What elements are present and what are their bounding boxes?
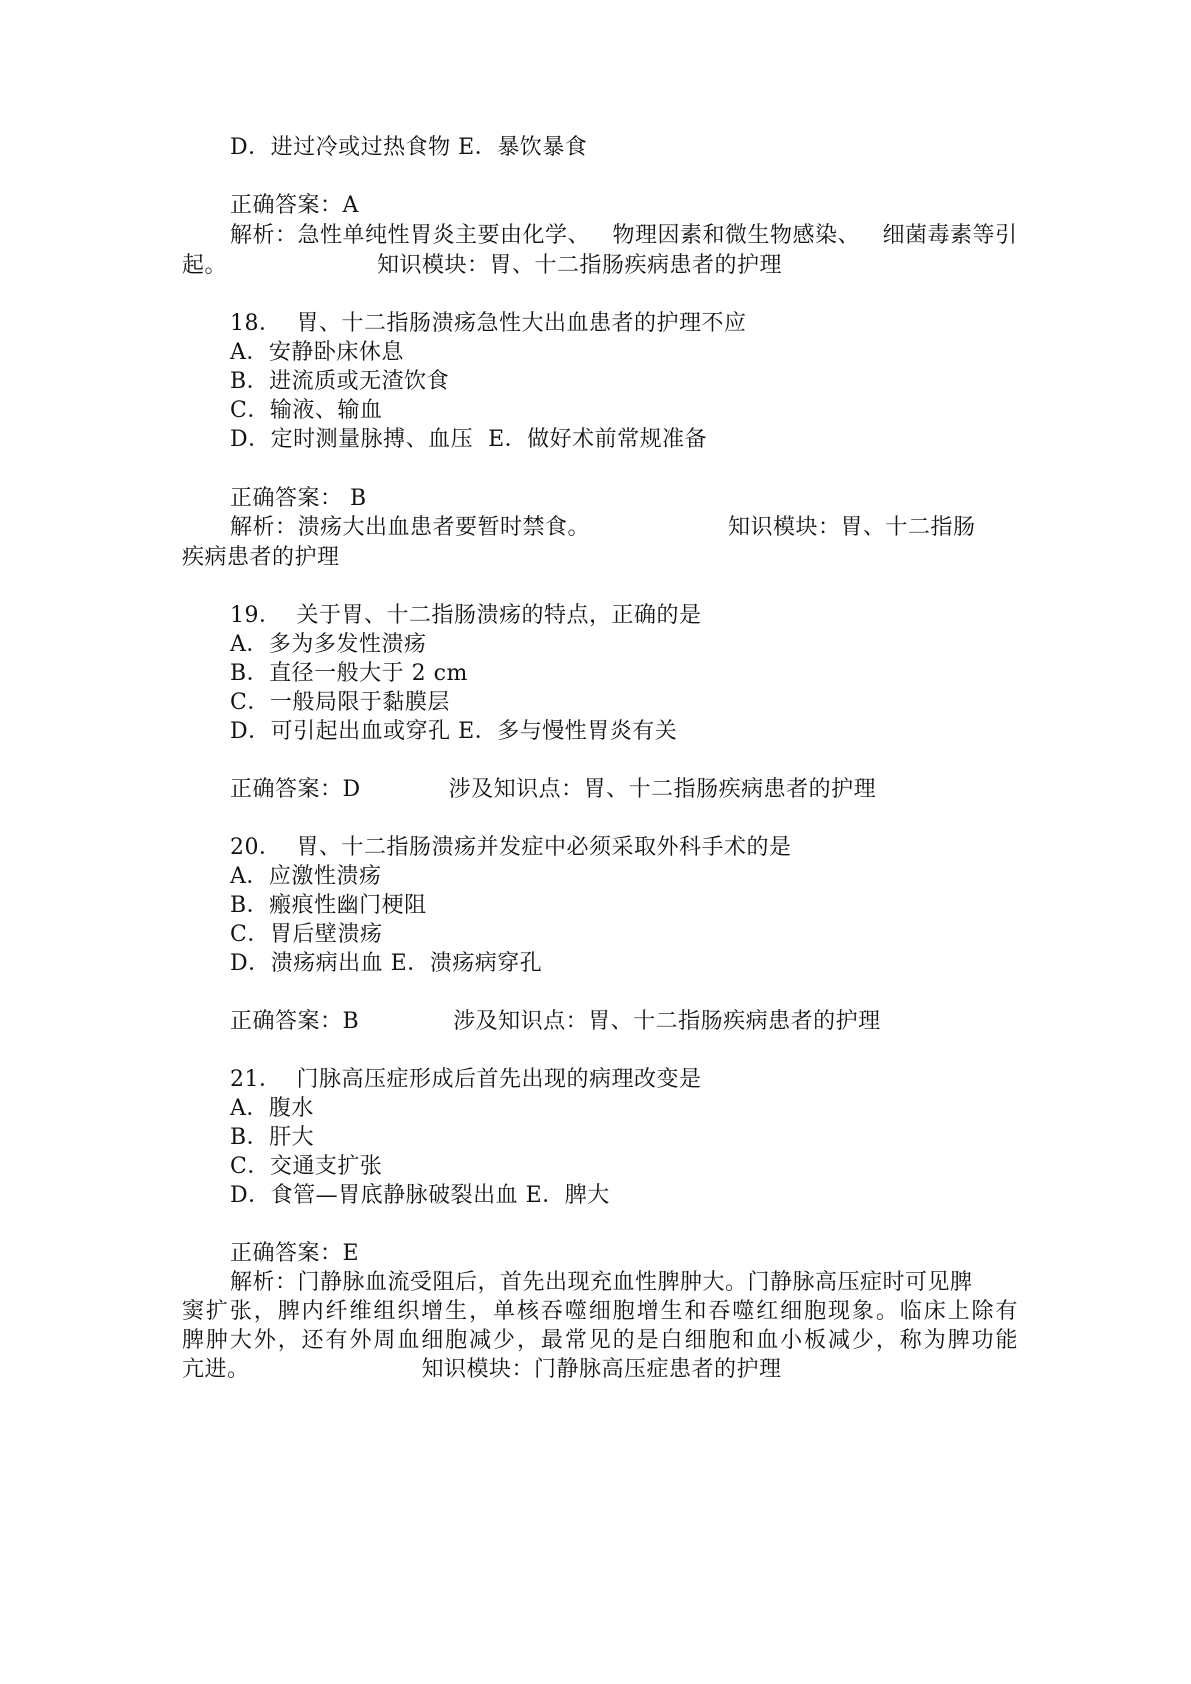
correct-answer: 正确答案：D (230, 777, 361, 802)
option-de: D．溃疡病出血 E．溃疡病穿孔 (230, 951, 543, 976)
option-c: C．交通支扩张 (230, 1154, 383, 1179)
analysis-continuation (182, 1357, 782, 1383)
option-a: A．安静卧床休息 (230, 340, 404, 365)
correct-answer: 正确答案：E (230, 1241, 360, 1266)
analysis-text: 解析：门静脉血流受阻后，首先出现充血性脾肿大。门静脉高压症时可见脾 (230, 1270, 973, 1295)
analysis-line (230, 515, 976, 541)
correct-answer: 正确答案：A (230, 193, 359, 218)
analysis-text: 窦扩张，脾内纤维组织增生，单核吞噬细胞增生和吞噬红细胞现象。临床上除有 (182, 1299, 1018, 1324)
option-de: D．可引起出血或穿孔 E．多与慢性胃炎有关 (230, 719, 678, 744)
analysis-text: 亢进。 (182, 1357, 250, 1382)
option-b: B．进流质或无渣饮食 (230, 369, 450, 394)
knowledge-module: 知识模块：门静脉高压症患者的护理 (421, 1357, 782, 1382)
analysis-continuation (182, 253, 782, 279)
analysis-text: 解析：急性单纯性胃炎主要由化学、 物理因素和微生物感染、 细菌毒素等引 (230, 223, 1018, 248)
answer-line (230, 1009, 881, 1035)
knowledge-module-continuation: 疾病患者的护理 (182, 545, 340, 570)
analysis-text: 起。 (182, 253, 228, 278)
option-b: B．肝大 (230, 1125, 315, 1150)
option-c: C．一般局限于黏膜层 (230, 690, 450, 715)
option-b: B．直径一般大于 2 cm (230, 661, 468, 686)
correct-answer: 正确答案：B (230, 1009, 360, 1034)
option-c: C．胃后壁溃疡 (230, 922, 383, 947)
knowledge-module: 知识模块：胃、十二指肠 (728, 515, 976, 540)
question-19: 19． 关于胃、十二指肠溃疡的特点，正确的是 (230, 603, 702, 628)
knowledge-point: 涉及知识点：胃、十二指肠疾病患者的护理 (448, 777, 877, 802)
option-de: D．进过冷或过热食物 E．暴饮暴食 (230, 135, 588, 160)
analysis-text: 脾肿大外，还有外周血细胞减少，最常见的是白细胞和血小板减少，称为脾功能 (182, 1328, 1018, 1353)
option-a: A．多为多发性溃疡 (230, 632, 427, 657)
question-21: 21． 门脉高压症形成后首先出现的病理改变是 (230, 1067, 702, 1092)
correct-answer: 正确答案： B (230, 486, 367, 511)
option-a: A．应激性溃疡 (230, 864, 382, 889)
option-c: C．输液、输血 (230, 398, 383, 423)
option-a: A．腹水 (230, 1096, 314, 1121)
knowledge-module: 知识模块：胃、十二指肠疾病患者的护理 (377, 253, 783, 278)
question-20: 20． 胃、十二指肠溃疡并发症中必须采取外科手术的是 (230, 835, 792, 860)
knowledge-point: 涉及知识点：胃、十二指肠疾病患者的护理 (453, 1009, 881, 1034)
answer-line (230, 777, 876, 803)
option-de: D．定时测量脉搏、血压 E．做好术前常规准备 (230, 427, 708, 452)
analysis-text: 解析：溃疡大出血患者要暂时禁食。 (230, 515, 591, 540)
option-de: D．食管—胃底静脉破裂出血 E．脾大 (230, 1183, 610, 1208)
option-b: B．瘢痕性幽门梗阻 (230, 893, 427, 918)
question-18: 18． 胃、十二指肠溃疡急性大出血患者的护理不应 (230, 311, 747, 336)
